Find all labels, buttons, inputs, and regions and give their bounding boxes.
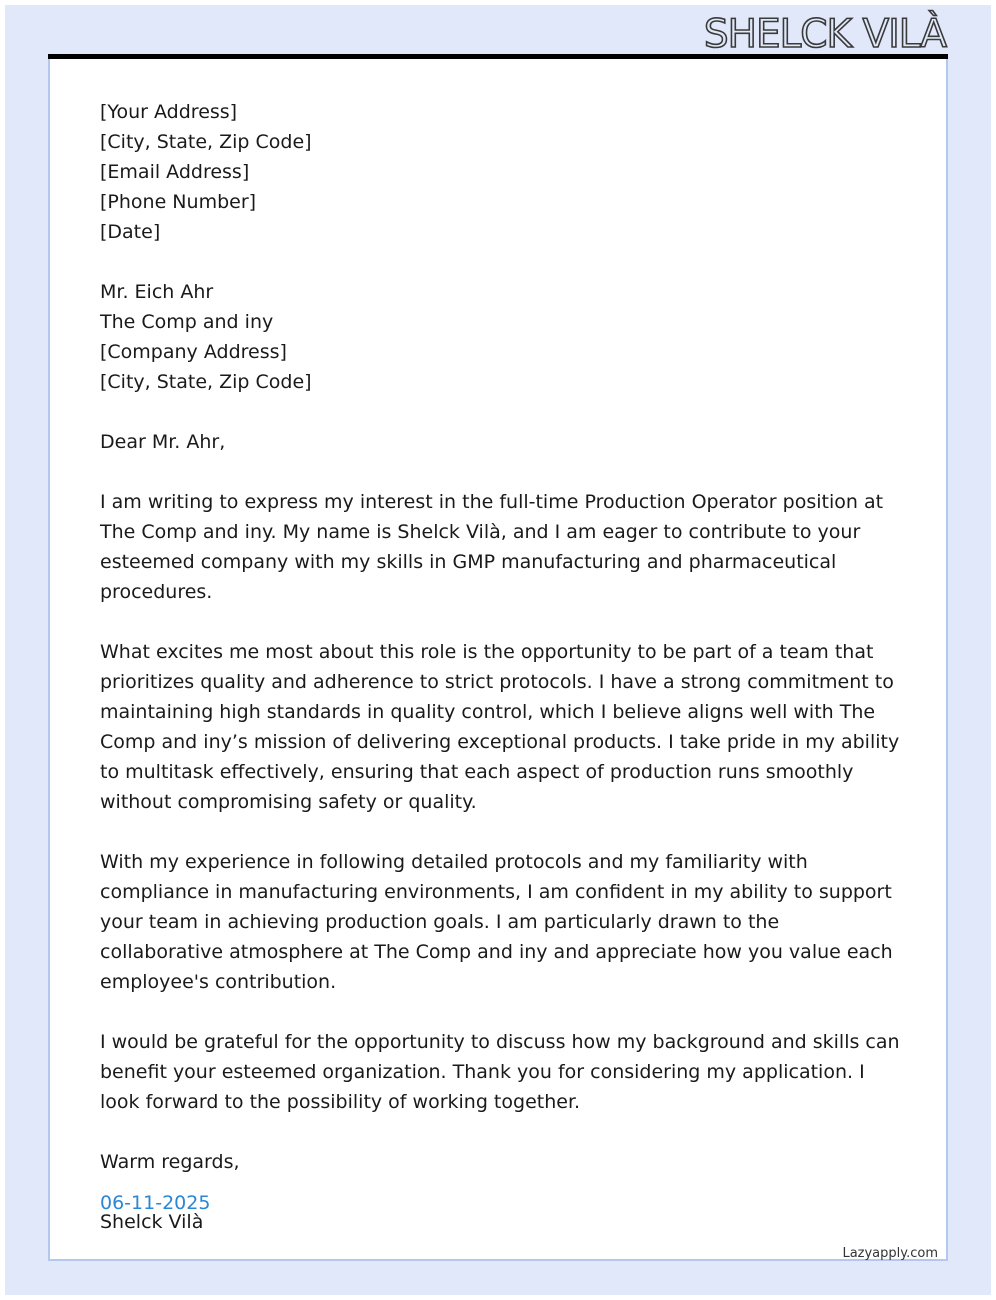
signature: Shelck Vilà [100,1211,204,1233]
recipient-name: Mr. Eich Ahr [100,281,214,303]
paragraph-4: I would be grateful for the opportunity to discuss how my background and skills can benefit your esteemed organization. Thank you for considering my application. I look forward to the possibility of working together. [100,1031,900,1113]
sender-address: [Your Address] [100,101,238,123]
spacer [100,457,900,487]
recipient-city-state-zip: [City, State, Zip Code] [100,371,312,393]
recipient-company: The Comp and iny [100,311,274,333]
sender-date: [Date] [100,221,161,243]
closing: Warm regards, [100,1151,240,1173]
spacer [100,247,900,277]
paragraph-3: With my experience in following detailed protocols and my familiarity with compliance in manufacturing environments, I am confident in my ability to support your team in achieving production goals. I am particularly drawn to the collaborative atmosphere at The Comp and iny and appreciate how you value each employee's contribution. [100,851,893,993]
sender-phone: [Phone Number] [100,191,257,213]
applicant-name-header: SHELCK VILÀ [703,12,946,57]
paragraph-1: I am writing to express my interest in the full-time Production Operator position at The Comp and iny. My name is Shelck Vilà, and I am eager to contribute to your esteemed company with my skills in GMP manufacturing and pharmaceutical procedures. [100,491,884,603]
recipient-address: [Company Address] [100,341,287,363]
spacer [100,607,900,637]
letter-date: 06-11-2025 [100,1192,211,1214]
footer-site-credit: Lazyapply.com [842,1246,938,1261]
spacer [100,1177,900,1207]
sender-email: [Email Address] [100,161,250,183]
spacer [100,397,900,427]
sender-city-state-zip: [City, State, Zip Code] [100,131,312,153]
paragraph-2: What excites me most about this role is the opportunity to be part of a team that prioritizes quality and adherence to strict protocols. I have a strong commitment to maintaining high standards in quality control, which I believe aligns well with The Comp and iny’s mission of delivering exceptional products. I take pride in my ability to multitask effectively, ensuring that each aspect of production runs smoothly without compromising safety or quality. [100,641,900,813]
spacer [100,1117,900,1147]
salutation: Dear Mr. Ahr, [100,431,226,453]
spacer [100,997,900,1027]
cover-letter-body [100,97,900,1237]
spacer [100,817,900,847]
